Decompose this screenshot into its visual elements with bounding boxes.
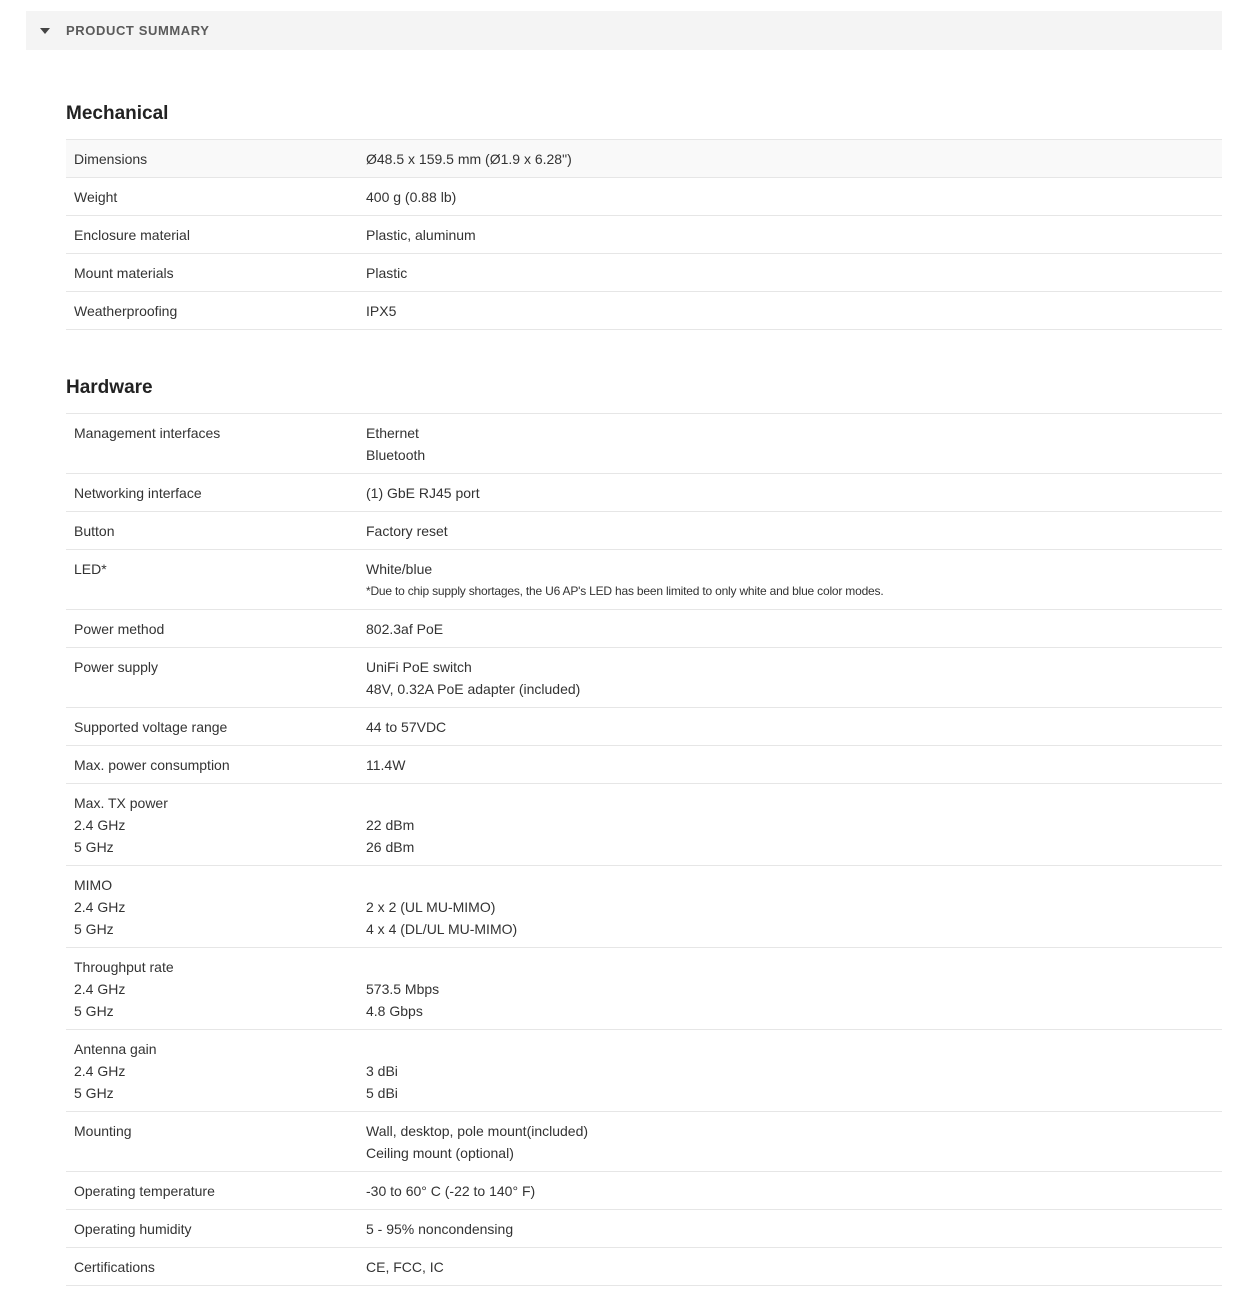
spec-value	[366, 1038, 1222, 1104]
spec-row-operating-temperature	[66, 1172, 1222, 1210]
spec-value: 44 to 57VDC	[366, 719, 447, 735]
spec-row-power-method	[66, 610, 1222, 648]
spec-value: Plastic, aluminum	[366, 227, 476, 243]
spec-label-line: MIMO	[74, 877, 113, 893]
spec-label: Networking interface	[74, 485, 202, 501]
spec-value: Ø48.5 x 159.5 mm (Ø1.9 x 6.28")	[366, 151, 572, 167]
spec-row-mount-materials	[66, 254, 1222, 292]
spec-label: Operating humidity	[74, 1221, 192, 1237]
spec-value-line: 26 dBm	[366, 839, 415, 855]
spec-value-line: 22 dBm	[366, 817, 415, 833]
spec-label: Power method	[74, 621, 165, 637]
spec-label	[66, 956, 366, 1022]
spec-row-enclosure-material	[66, 216, 1222, 254]
spec-label: Button	[74, 523, 115, 539]
spec-value-line: 48V, 0.32A PoE adapter (included)	[366, 681, 581, 697]
spec-value	[366, 956, 1222, 1022]
spec-row-networking-interface	[66, 474, 1222, 512]
spec-value: Plastic	[366, 265, 408, 281]
spec-label: Enclosure material	[74, 227, 190, 243]
spec-row-max-tx-power	[66, 784, 1222, 866]
spec-sublabel: 2.4 GHz	[74, 899, 126, 915]
spec-sublabel: 5 GHz	[74, 1085, 114, 1101]
spec-label: Max. power consumption	[74, 757, 230, 773]
spec-sublabel: 5 GHz	[74, 839, 114, 855]
spec-row-mounting	[66, 1112, 1222, 1172]
spec-label	[66, 874, 366, 940]
spec-label	[66, 1038, 366, 1104]
spec-value-line: Wall, desktop, pole mount(included)	[366, 1123, 589, 1139]
spec-value-line: Ceiling mount (optional)	[366, 1145, 514, 1161]
spec-label: Operating temperature	[74, 1183, 215, 1199]
spec-value	[366, 874, 1222, 940]
spec-row-certifications	[66, 1248, 1222, 1286]
spec-value: 802.3af PoE	[366, 621, 444, 637]
spec-value-spacer	[366, 792, 1222, 814]
spec-value-line: 5 dBi	[366, 1085, 398, 1101]
spec-value-spacer	[366, 874, 1222, 896]
spec-label: Mounting	[74, 1123, 132, 1139]
spec-row-supported-voltage-range	[66, 708, 1222, 746]
spec-label: Dimensions	[74, 151, 148, 167]
spec-label: Certifications	[74, 1259, 155, 1275]
spec-value: Factory reset	[366, 523, 448, 539]
spec-value	[366, 1120, 1222, 1164]
spec-value	[366, 792, 1222, 858]
spec-value-line: UniFi PoE switch	[366, 659, 472, 675]
spec-value	[366, 558, 1222, 602]
spec-value-line: 573.5 Mbps	[366, 981, 440, 997]
spec-value-line: 3 dBi	[366, 1063, 398, 1079]
spec-label: Supported voltage range	[74, 719, 228, 735]
spec-value-line: Ethernet	[366, 425, 419, 441]
spec-row-mimo	[66, 866, 1222, 948]
spec-label-line: Antenna gain	[74, 1041, 157, 1057]
spec-value: CE, FCC, IC	[366, 1259, 444, 1275]
product-summary-toggle[interactable]	[26, 11, 1222, 50]
hardware-section	[66, 375, 1222, 1286]
spec-row-power-supply	[66, 648, 1222, 708]
spec-sublabel: 2.4 GHz	[74, 1063, 126, 1079]
led-footnote: *Due to chip supply shortages, the U6 AP's LED has been limited to only white and blue color modes.	[366, 584, 884, 598]
spec-label: Mount materials	[74, 265, 174, 281]
spec-value-line: White/blue	[366, 561, 433, 577]
spec-value: (1) GbE RJ45 port	[366, 485, 480, 501]
spec-row-throughput-rate	[66, 948, 1222, 1030]
product-summary-label: PRODUCT SUMMARY	[66, 23, 210, 38]
spec-row-operating-humidity	[66, 1210, 1222, 1248]
spec-row-weatherproofing	[66, 292, 1222, 330]
spec-label: LED*	[74, 561, 107, 577]
spec-label	[66, 792, 366, 858]
spec-value-spacer	[366, 1038, 1222, 1060]
spec-row-management-interfaces	[66, 414, 1222, 474]
caret-down-icon	[40, 28, 50, 34]
spec-label: Power supply	[74, 659, 159, 675]
spec-row-weight	[66, 178, 1222, 216]
spec-value-spacer	[366, 956, 1222, 978]
spec-label: Management interfaces	[74, 425, 221, 441]
spec-sublabel: 5 GHz	[74, 921, 114, 937]
spec-value: IPX5	[366, 303, 397, 319]
spec-value: -30 to 60° C (-22 to 140° F)	[366, 1183, 536, 1199]
spec-value: 11.4W	[366, 757, 406, 773]
spec-sublabel: 5 GHz	[74, 1003, 114, 1019]
spec-row-led	[66, 550, 1222, 610]
hardware-spec-table	[66, 413, 1222, 1286]
spec-label-line: Throughput rate	[74, 959, 174, 975]
spec-label-line: Max. TX power	[74, 795, 168, 811]
spec-label: Weatherproofing	[74, 303, 178, 319]
spec-value-line: 2 x 2 (UL MU-MIMO)	[366, 899, 496, 915]
spec-label: Weight	[74, 189, 118, 205]
spec-row-dimensions	[66, 140, 1222, 178]
hardware-title: Hardware	[66, 377, 153, 398]
spec-row-antenna-gain	[66, 1030, 1222, 1112]
spec-row-button	[66, 512, 1222, 550]
mechanical-spec-table	[66, 139, 1222, 330]
mechanical-section	[66, 101, 1222, 330]
spec-sublabel: 2.4 GHz	[74, 981, 126, 997]
spec-value-line: Bluetooth	[366, 447, 426, 463]
spec-sublabel: 2.4 GHz	[74, 817, 126, 833]
spec-value-line: 4 x 4 (DL/UL MU-MIMO)	[366, 921, 518, 937]
spec-value: 5 - 95% noncondensing	[366, 1221, 514, 1237]
spec-value	[366, 422, 1222, 466]
spec-row-max-power-consumption	[66, 746, 1222, 784]
spec-value	[366, 656, 1222, 700]
spec-value-line: 4.8 Gbps	[366, 1003, 423, 1019]
mechanical-title: Mechanical	[66, 103, 169, 124]
spec-value: 400 g (0.88 lb)	[366, 189, 457, 205]
